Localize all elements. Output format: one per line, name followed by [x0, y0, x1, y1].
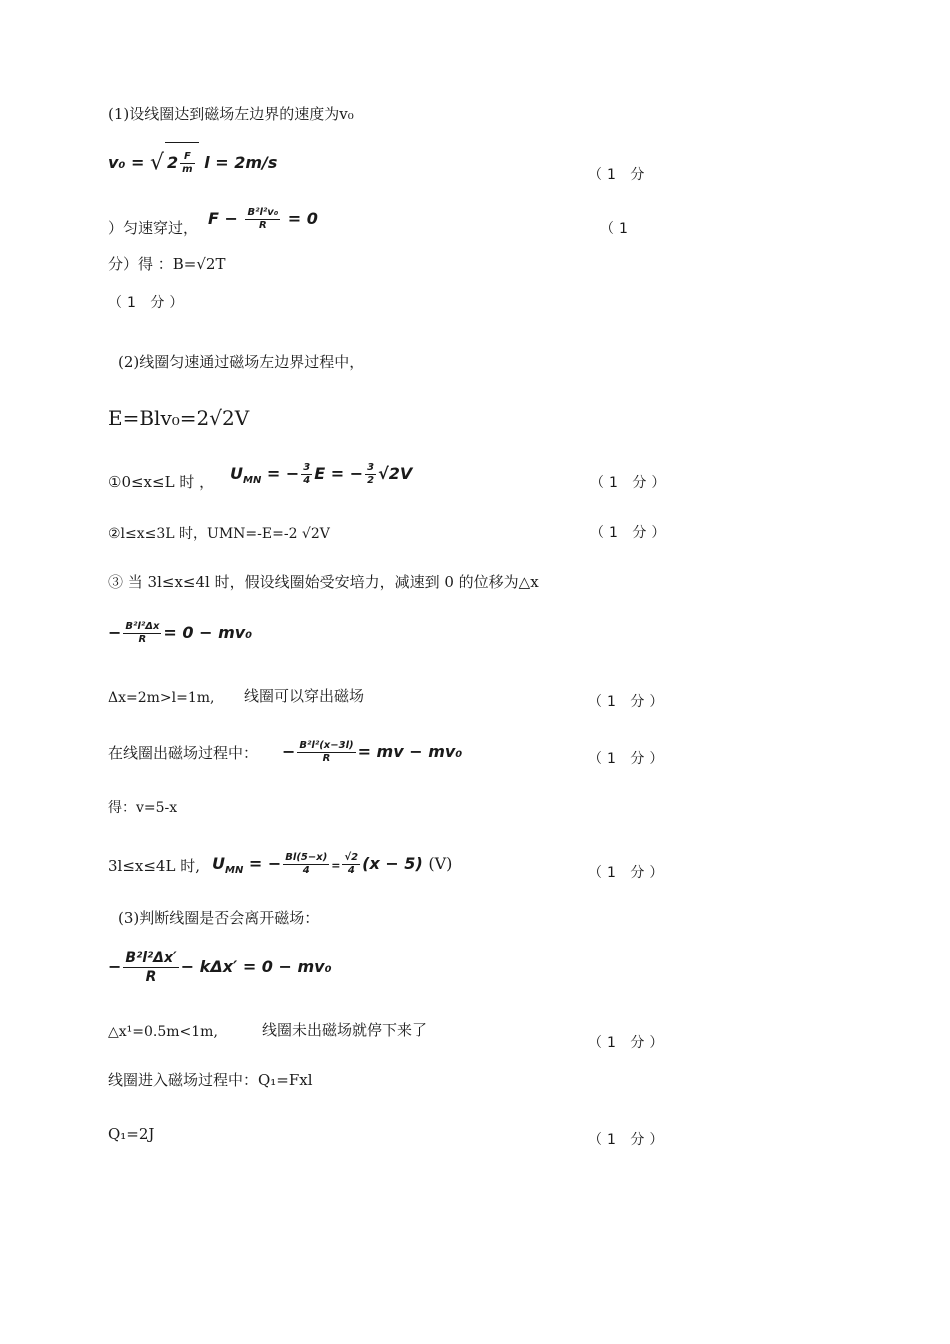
equation-u1-lhs: U — [230, 464, 243, 483]
equation-dx2-lhs: − — [108, 957, 122, 976]
part2-exit: 在线圈出磁场过程中： — [108, 744, 259, 762]
equation-force-lhs: F − — [208, 209, 238, 228]
equation-force-den: R — [258, 220, 267, 231]
equation-exit-num: B²l²(x−3l) — [299, 740, 354, 751]
part2-case1: ①0≤x≤L 时 ， — [108, 473, 215, 491]
equation-u1-rhs: √2V — [378, 464, 413, 483]
sqrt-sign: √ — [150, 150, 165, 176]
score-mark: （1 分） — [590, 525, 671, 541]
part2-case2: ②l≤x≤3L 时，UMN=-E=-2 √2V — [108, 526, 330, 542]
equation-force-rhs: = 0 — [287, 209, 318, 228]
score-mark: （1 分） — [588, 751, 669, 767]
equation-v0-num: F — [180, 151, 194, 164]
equation-exit — [282, 734, 462, 770]
equation-u4-f2-num: √2 — [344, 852, 359, 863]
equation-u4-sub: MN — [225, 865, 244, 877]
equation-exit-rhs: = mv − mv₀ — [357, 742, 463, 761]
equation-u1-f2-num: 3 — [367, 462, 375, 473]
equation-u4-mid: = − — [243, 854, 282, 873]
part2-emf: E=Blv₀=2√2V — [108, 406, 250, 430]
score-mark: （1 — [600, 221, 633, 237]
equation-dx-num: B²l²Δx — [125, 621, 160, 632]
equation-dx — [108, 616, 252, 650]
equation-u4-f1-num: Bl(5−x) — [285, 852, 328, 863]
equation-dx2-den: R — [145, 969, 157, 985]
equation-u4-lhs: U — [212, 854, 225, 873]
equation-u1-sub: MN — [243, 475, 262, 487]
equation-dx2-rhs: − kΔx′ = 0 − mv₀ — [180, 957, 332, 976]
equation-force — [208, 202, 318, 236]
equation-u1-f1-den: 4 — [303, 475, 311, 486]
score-mark: （1 分） — [590, 475, 671, 491]
part3-intro: (3)判断线圈是否会离开磁场： — [118, 909, 320, 927]
part3-heat-text: 线圈进入磁场过程中：Q₁=Fxl — [108, 1071, 313, 1089]
score-mark: （1 分 — [588, 167, 650, 183]
score-mark: （1 分） — [588, 1035, 669, 1051]
equation-v0-lhs: v₀ = — [108, 153, 145, 172]
part2-dx-result: Δx=2m>l=1m, — [108, 690, 215, 706]
equation-u1-mid: = − — [261, 464, 300, 483]
equation-dx-rhs: = 0 − mv₀ — [163, 623, 253, 642]
part1-result: 分）得 ：B=√2T — [108, 255, 226, 273]
equation-exit-lhs: − — [282, 742, 296, 761]
part2-dx-conclusion: 线圈可以穿出磁场 — [244, 687, 365, 705]
score-mark: （1 分） — [588, 1132, 669, 1148]
part3-dx-conclusion: 线圈未出磁场就停下来了 — [262, 1021, 428, 1039]
equation-u1-f2-den: 2 — [367, 475, 375, 486]
equation-u4-f2-den: 4 — [347, 865, 355, 876]
part2-u-text: 3l≤x≤4L 时, — [108, 857, 200, 875]
equation-dx2 — [108, 944, 332, 990]
equation-u1-f1-num: 3 — [303, 462, 311, 473]
equation-v0-rhs: l = 2m/s — [204, 153, 278, 172]
equation-u1-mid2: E = − — [314, 464, 364, 483]
part2-v-result: 得：v=5-x — [108, 800, 178, 816]
equation-v0: v₀ = √ 2 $\frac{F}{m}$ l = 2m/s — [108, 142, 277, 182]
equation-u4-unit: (V) — [428, 854, 453, 873]
score-mark: （1 分） — [588, 865, 669, 881]
equation-force-num: B²l²v₀ — [247, 207, 279, 218]
part1-uniform: ）匀速穿过， — [108, 219, 199, 237]
part2-case3: ③ 当 3l≤x≤4l 时，假设线圈始受安培力，减速到 0 的位移为△x — [108, 573, 539, 591]
part2-intro: (2)线圈匀速通过磁场左边界过程中， — [118, 353, 365, 371]
part3-dx-result: △x¹=0.5m<1m, — [108, 1024, 218, 1040]
equation-u4-f1-den: 4 — [302, 865, 310, 876]
equation-u4-rhs: (x − 5) — [362, 854, 423, 873]
score-mark: （1 分） — [588, 694, 669, 710]
score-mark: （1 分） — [108, 295, 189, 311]
part3-heat-value: Q₁=2J — [108, 1125, 155, 1143]
equation-exit-den: R — [322, 753, 331, 764]
equation-umn-case4 — [212, 846, 452, 882]
equation-dx-den: R — [138, 634, 147, 645]
equation-u4-eq: = — [331, 859, 341, 872]
equation-dx2-num: B²l²Δx′ — [125, 950, 177, 966]
equation-umn-case1 — [230, 456, 412, 492]
equation-v0-den: m — [182, 164, 193, 175]
equation-dx-lhs: − — [108, 623, 122, 642]
part1-intro: (1)设线圈达到磁场左边界的速度为v₀ — [108, 105, 354, 123]
